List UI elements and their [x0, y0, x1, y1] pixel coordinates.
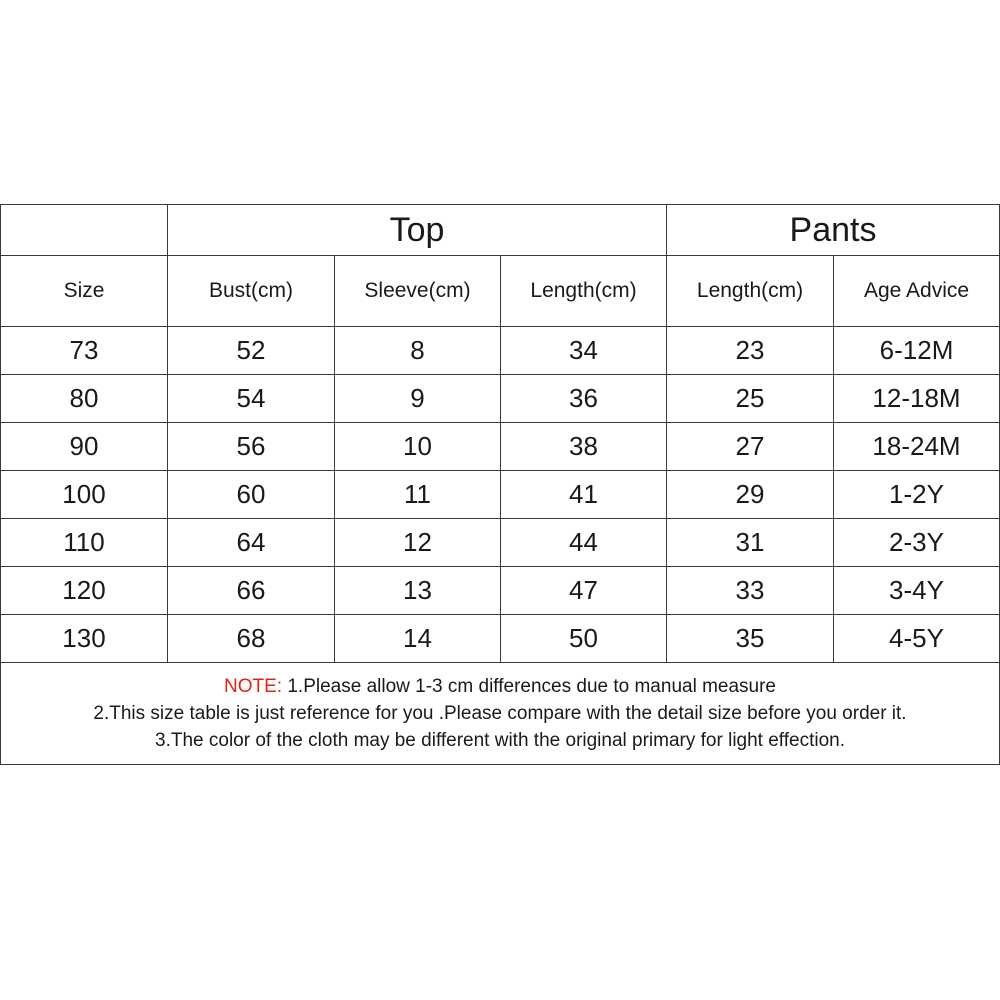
cell-size: 130 — [1, 615, 168, 663]
table-row — [1, 567, 1000, 615]
table-row — [1, 471, 1000, 519]
cell-pants-length: 25 — [667, 375, 834, 423]
note-line-2: 2.This size table is just reference for you .Please compare with the detail size before you order it. — [93, 703, 907, 724]
cell-top-length: 44 — [501, 519, 667, 567]
note-row — [1, 663, 1000, 765]
column-header-bust: Bust(cm) — [168, 256, 335, 327]
table-row — [1, 375, 1000, 423]
group-header-row — [1, 205, 1000, 256]
cell-bust: 60 — [168, 471, 335, 519]
cell-bust: 54 — [168, 375, 335, 423]
column-header-sleeve: Sleeve(cm) — [335, 256, 501, 327]
column-header-top-length: Length(cm) — [501, 256, 667, 327]
cell-top-length: 41 — [501, 471, 667, 519]
group-header-blank — [1, 205, 168, 256]
column-header-size: Size — [1, 256, 168, 327]
group-header-top: Top — [168, 205, 667, 256]
group-header-pants: Pants — [667, 205, 1000, 256]
cell-top-length: 47 — [501, 567, 667, 615]
cell-top-length: 36 — [501, 375, 667, 423]
column-header-pants-length: Length(cm) — [667, 256, 834, 327]
column-header-row — [1, 256, 1000, 327]
note-line-1 — [1, 673, 999, 700]
cell-pants-length: 29 — [667, 471, 834, 519]
cell-age-advice: 6-12M — [834, 327, 1000, 375]
cell-bust: 68 — [168, 615, 335, 663]
cell-size: 110 — [1, 519, 168, 567]
column-header-age-advice: Age Advice — [834, 256, 1000, 327]
cell-size: 100 — [1, 471, 168, 519]
cell-bust: 64 — [168, 519, 335, 567]
cell-bust: 56 — [168, 423, 335, 471]
cell-age-advice: 2-3Y — [834, 519, 1000, 567]
cell-age-advice: 12-18M — [834, 375, 1000, 423]
cell-pants-length: 23 — [667, 327, 834, 375]
cell-size: 90 — [1, 423, 168, 471]
cell-bust: 66 — [168, 567, 335, 615]
cell-sleeve: 12 — [335, 519, 501, 567]
cell-top-length: 34 — [501, 327, 667, 375]
cell-size: 120 — [1, 567, 168, 615]
cell-top-length: 50 — [501, 615, 667, 663]
cell-sleeve: 8 — [335, 327, 501, 375]
table-row — [1, 519, 1000, 567]
cell-sleeve: 14 — [335, 615, 501, 663]
size-note — [1, 663, 1000, 765]
cell-size: 80 — [1, 375, 168, 423]
cell-age-advice: 1-2Y — [834, 471, 1000, 519]
cell-bust: 52 — [168, 327, 335, 375]
cell-pants-length: 27 — [667, 423, 834, 471]
cell-top-length: 38 — [501, 423, 667, 471]
cell-age-advice: 4-5Y — [834, 615, 1000, 663]
table-row — [1, 327, 1000, 375]
table-row — [1, 423, 1000, 471]
cell-pants-length: 35 — [667, 615, 834, 663]
cell-sleeve: 11 — [335, 471, 501, 519]
size-chart-table — [0, 204, 1000, 765]
note-line-3: 3.The color of the cloth may be different with the original primary for light effection. — [155, 730, 845, 751]
note-text-1: 1.Please allow 1-3 cm differences due to manual measure — [282, 676, 776, 697]
cell-sleeve: 13 — [335, 567, 501, 615]
cell-age-advice: 18-24M — [834, 423, 1000, 471]
cell-age-advice: 3-4Y — [834, 567, 1000, 615]
note-label: NOTE: — [224, 676, 283, 697]
cell-sleeve: 9 — [335, 375, 501, 423]
cell-sleeve: 10 — [335, 423, 501, 471]
cell-pants-length: 31 — [667, 519, 834, 567]
cell-pants-length: 33 — [667, 567, 834, 615]
table-row — [1, 615, 1000, 663]
cell-size: 73 — [1, 327, 168, 375]
